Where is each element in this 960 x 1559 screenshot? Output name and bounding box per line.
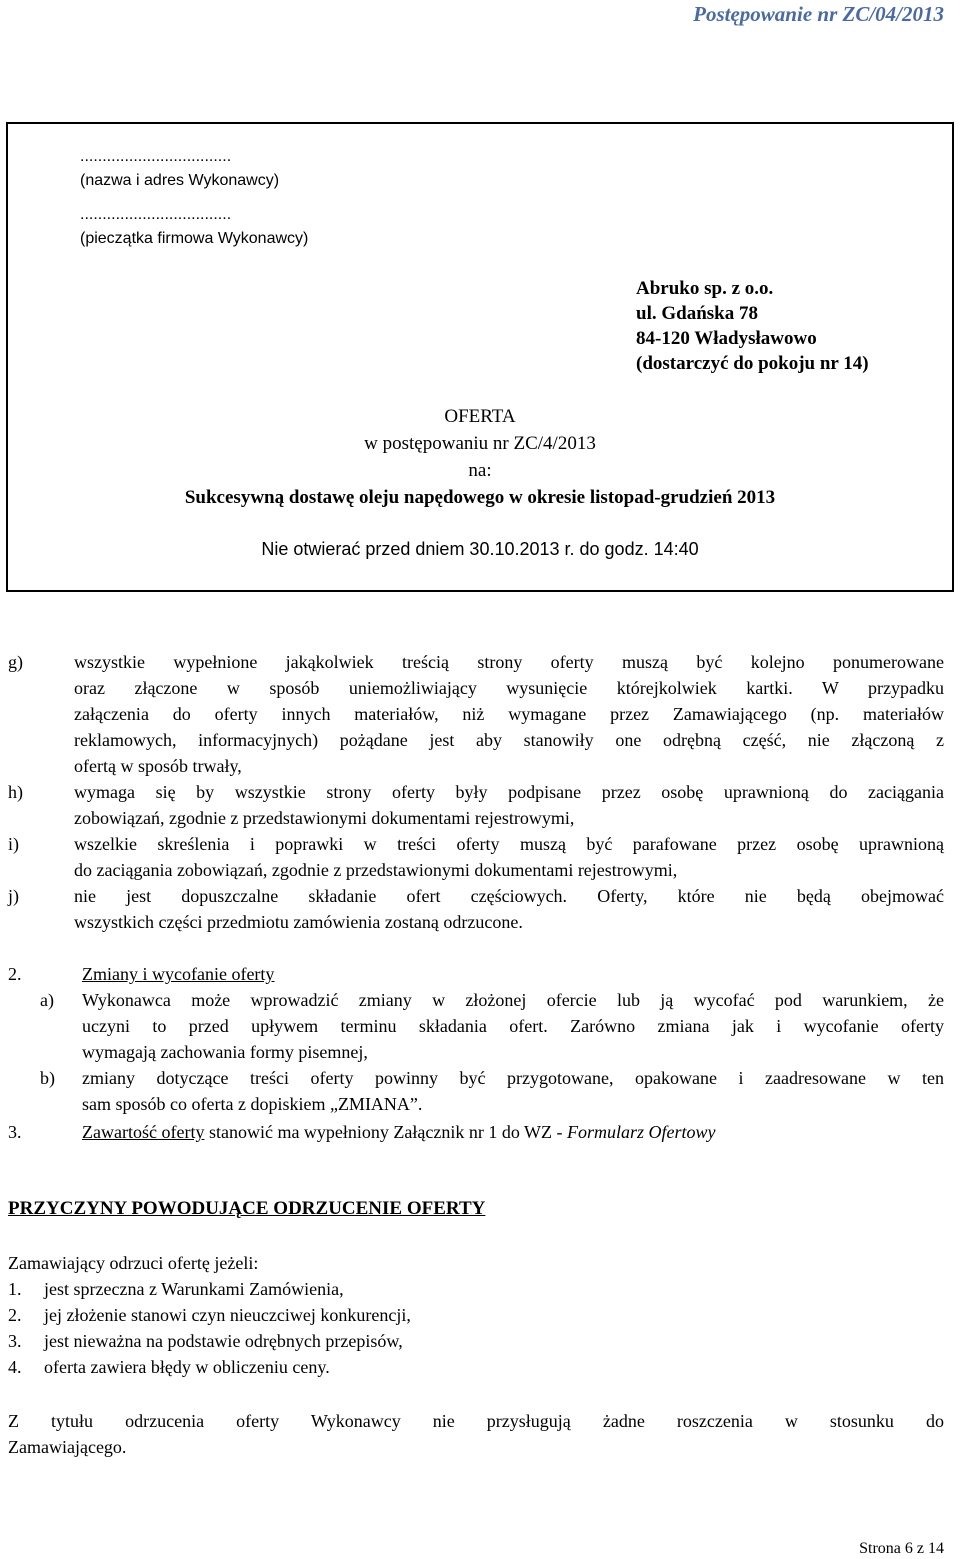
list-item-marker: j) — [8, 886, 19, 906]
list-item-text: jej złożenie stanowi czyn nieuczciwej konkurencji, — [44, 1305, 411, 1325]
section-3-text — [82, 1119, 716, 1145]
section-3-body: stanowić ma wypełniony Załącznik nr 1 do WZ - — [204, 1122, 568, 1142]
section-3-form-name: Formularz Ofertowy — [567, 1122, 716, 1142]
contractor-dots: .................................. — [80, 148, 232, 165]
list-item-text: wszystkich części przedmiotu zamówienia zostaną odrzucone. — [74, 912, 523, 932]
page-number-current: 6 — [904, 1540, 913, 1557]
list-item-text: sam sposób co oferta z dopiskiem „ZMIANA”. — [82, 1094, 423, 1114]
list-item-marker: a) — [40, 990, 54, 1010]
list-item-text: załączenia do oferty innych materiałów, niż wymagane przez Zamawiającego (np. materiałów — [74, 704, 944, 724]
section-3-title: Zawartość oferty — [82, 1122, 205, 1142]
list-item-text: zmiany dotyczące treści oferty powinny być przygotowane, opakowane i zaadresowane w ten — [82, 1068, 944, 1088]
list-item-text: oraz złączone w sposób uniemożliwiający wysunięcie którejkolwiek kartki. W przypadku — [74, 678, 944, 698]
offer-title: OFERTA — [444, 406, 516, 427]
list-item-marker: i) — [8, 834, 19, 854]
list-item-text: wymagają zachowania formy pisemnej, — [82, 1042, 368, 1062]
list-item-text: ofertą w sposób trwały, — [74, 756, 242, 776]
recipient-address — [636, 276, 869, 376]
list-item-text: oferta zawiera błędy w obliczeniu ceny. — [44, 1357, 330, 1377]
list-item-text: jest nieważna na podstawie odrębnych przepisów, — [44, 1331, 403, 1351]
stamp-dots: .................................. — [80, 206, 232, 223]
address-line: 84-120 Władysławowo — [636, 328, 817, 349]
address-line: Abruko sp. z o.o. — [636, 278, 774, 299]
list-item-text: zobowiązań, zgodnie z przedstawionymi dokumentami rejestrowymi, — [74, 808, 575, 828]
rejection-heading: PRZYCZYNY POWODUJĄCE ODRZUCENIE OFERTY — [8, 1198, 486, 1219]
list-item-marker: 3. — [8, 1331, 22, 1351]
offer-na: na: — [468, 460, 492, 481]
section-2-number: 2. — [8, 964, 22, 984]
list-item-marker: h) — [8, 782, 23, 802]
list-item-text: nie jest dopuszczalne składanie ofert częściowych. Oferty, które nie będą obejmować — [74, 886, 944, 906]
offer-procedure: w postępowaniu nr ZC/4/2013 — [364, 433, 596, 454]
list-item-marker: 4. — [8, 1357, 22, 1377]
list-item-text: do zaciągania zobowiązań, zgodnie z przedstawionymi dokumentami rejestrowymi, — [74, 860, 678, 880]
do-not-open-notice: Nie otwierać przed dniem 30.10.2013 r. do godz. 14:40 — [261, 539, 699, 559]
section-2-title: Zmiany i wycofanie oferty — [82, 964, 275, 984]
list-item-text: uczyni to przed upływem terminu składania ofert. Zarówno zmiana jak i wycofanie oferty — [82, 1016, 944, 1036]
address-line: (dostarczyć do pokoju nr 14) — [636, 353, 869, 374]
page-number-separator: z — [912, 1540, 928, 1557]
section-3-number: 3. — [8, 1122, 22, 1142]
contractor-name-label: (nazwa i adres Wykonawcy) — [80, 172, 280, 189]
list-item-text: jest sprzeczna z Warunkami Zamówienia, — [44, 1279, 344, 1299]
rejection-intro: Zamawiający odrzuci ofertę jeżeli: — [8, 1253, 259, 1273]
stamp-label: (pieczątka firmowa Wykonawcy) — [80, 230, 309, 247]
list-item-text: wszelkie skreślenia i poprawki w treści oferty muszą być parafowane przez osobę uprawnioną — [74, 834, 944, 854]
list-item-text: Wykonawca może wprowadzić zmiany w złożonej ofercie lub ją wycofać pod warunkiem, że — [82, 990, 944, 1010]
page-header-title: Postępowanie nr ZC/04/2013 — [693, 2, 944, 26]
offer-subject: Sukcesywną dostawę oleju napędowego w okresie listopad-grudzień 2013 — [184, 487, 776, 508]
closing-line-2: Zamawiającego. — [8, 1437, 127, 1457]
list-item-text: reklamowych, informacyjnych) pożądane jest aby stanowiły one odrębną część, nie złączoną z — [74, 730, 944, 750]
page-number-prefix: Strona — [859, 1540, 905, 1557]
list-item-text: wymaga się by wszystkie strony oferty były podpisane przez osobę uprawnioną do zaciągania — [74, 782, 944, 802]
page-number — [859, 1540, 944, 1558]
address-line: ul. Gdańska 78 — [636, 303, 758, 324]
list-item-marker: 2. — [8, 1305, 22, 1325]
page-number-total: 14 — [928, 1540, 944, 1557]
list-item-marker: 1. — [8, 1279, 22, 1299]
closing-line-1: Z tytułu odrzucenia oferty Wykonawcy nie przysługują żadne roszczenia w stosunku do — [8, 1411, 944, 1431]
list-item-text: wszystkie wypełnione jakąkolwiek treścią strony oferty muszą być kolejno ponumerowane — [74, 652, 944, 672]
list-item-marker: g) — [8, 652, 23, 672]
list-item-marker: b) — [40, 1068, 55, 1088]
